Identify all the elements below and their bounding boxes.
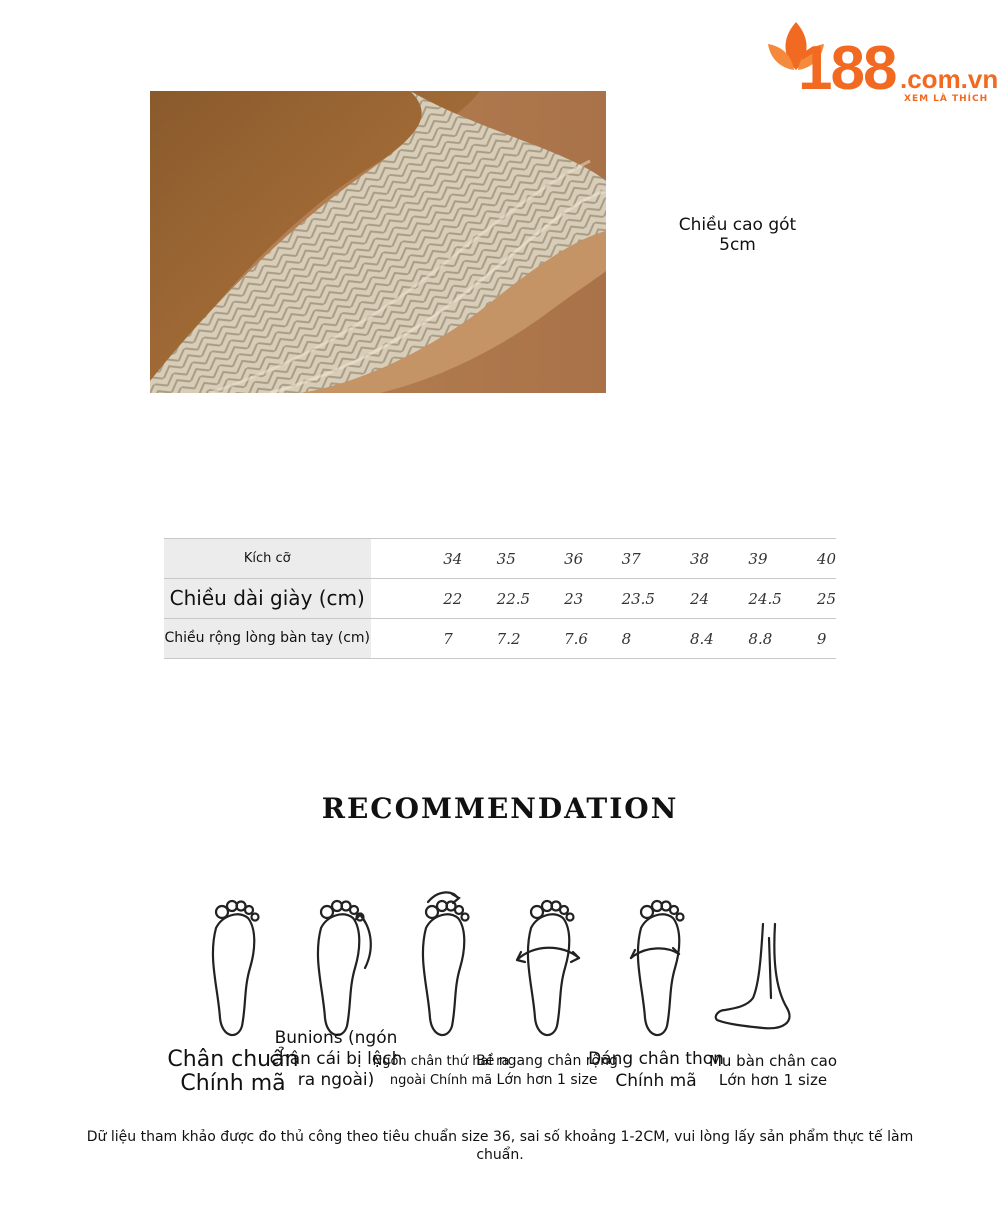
row-header-width: Chiều rộng lòng bàn tay (cm) — [164, 619, 371, 659]
heel-height-value: 5cm — [719, 235, 756, 255]
heel-height-label — [660, 215, 815, 255]
table-cell: 7 — [443, 619, 496, 659]
table-cell: 7.2 — [497, 619, 564, 659]
measurement-disclaimer: Dữ liệu tham khảo được đo thủ công theo tiêu chuẩn size 36, sai số khoảng 1-2CM, vui lòng lấy sản phẩm thực tế làm chuẩn. — [86, 1129, 914, 1163]
table-cell: 8 — [622, 619, 690, 659]
foot-bunion-icon — [318, 901, 371, 1035]
table-cell: 34 — [443, 539, 496, 579]
table-cell: 37 — [622, 539, 690, 579]
table-cell: 23.5 — [622, 579, 690, 619]
table-cell: 38 — [690, 539, 748, 579]
foot-label-normal: Chân chuẩn Chính mã — [167, 1047, 299, 1096]
table-cell: 24 — [690, 579, 748, 619]
row-header-size: Kích cỡ — [164, 539, 371, 579]
table-row — [164, 539, 836, 579]
table-cell: 40 — [817, 539, 836, 579]
heel-height-title: Chiều cao gót — [678, 215, 797, 235]
table-row — [164, 619, 836, 659]
table-row — [164, 579, 836, 619]
recommendation-title: RECOMMENDATION — [321, 792, 679, 825]
table-cell: 9 — [817, 619, 836, 659]
product-photo — [150, 91, 606, 393]
foot-slim-icon — [631, 901, 684, 1035]
foot-second-toe-icon — [423, 892, 469, 1035]
logo-number: 188 — [798, 34, 896, 103]
foot-label-second-toe: Ngón chân thứ hai ra ngoài Chính mã — [372, 1054, 510, 1088]
table-cell: 24.5 — [748, 579, 816, 619]
table-cell: 36 — [564, 539, 621, 579]
brand-logo[interactable] — [766, 18, 999, 108]
foot-wide-icon — [517, 901, 579, 1035]
table-cell: 35 — [497, 539, 564, 579]
table-cell: 7.6 — [564, 619, 621, 659]
table-cell: 22 — [443, 579, 496, 619]
logo-tagline: XEM LÀ THÍCH — [904, 94, 989, 104]
table-cell: 8.8 — [748, 619, 816, 659]
foot-label-bunion: Bunions (ngón chân cái bị lệch ra ngoài) — [269, 1028, 403, 1090]
foot-types-illustration — [178, 878, 838, 1038]
table-cell: 22.5 — [497, 579, 564, 619]
foot-normal-icon — [213, 901, 259, 1035]
foot-label-wide: Bề ngang chân rộng Lớn hơn 1 size — [476, 1053, 618, 1088]
logo-domain: .com.vn — [900, 64, 999, 94]
table-cell: 23 — [564, 579, 621, 619]
row-header-length: Chiều dài giày (cm) — [164, 579, 371, 619]
table-cell: 25 — [817, 579, 836, 619]
table-cell: 39 — [748, 539, 816, 579]
foot-label-high-instep: Mu bàn chân cao Lớn hơn 1 size — [708, 1052, 838, 1089]
table-cell: 8.4 — [690, 619, 748, 659]
size-chart-table — [164, 538, 836, 659]
foot-high-instep-icon — [716, 924, 790, 1028]
foot-label-slim: Dáng chân thon Chính mã — [588, 1049, 724, 1091]
